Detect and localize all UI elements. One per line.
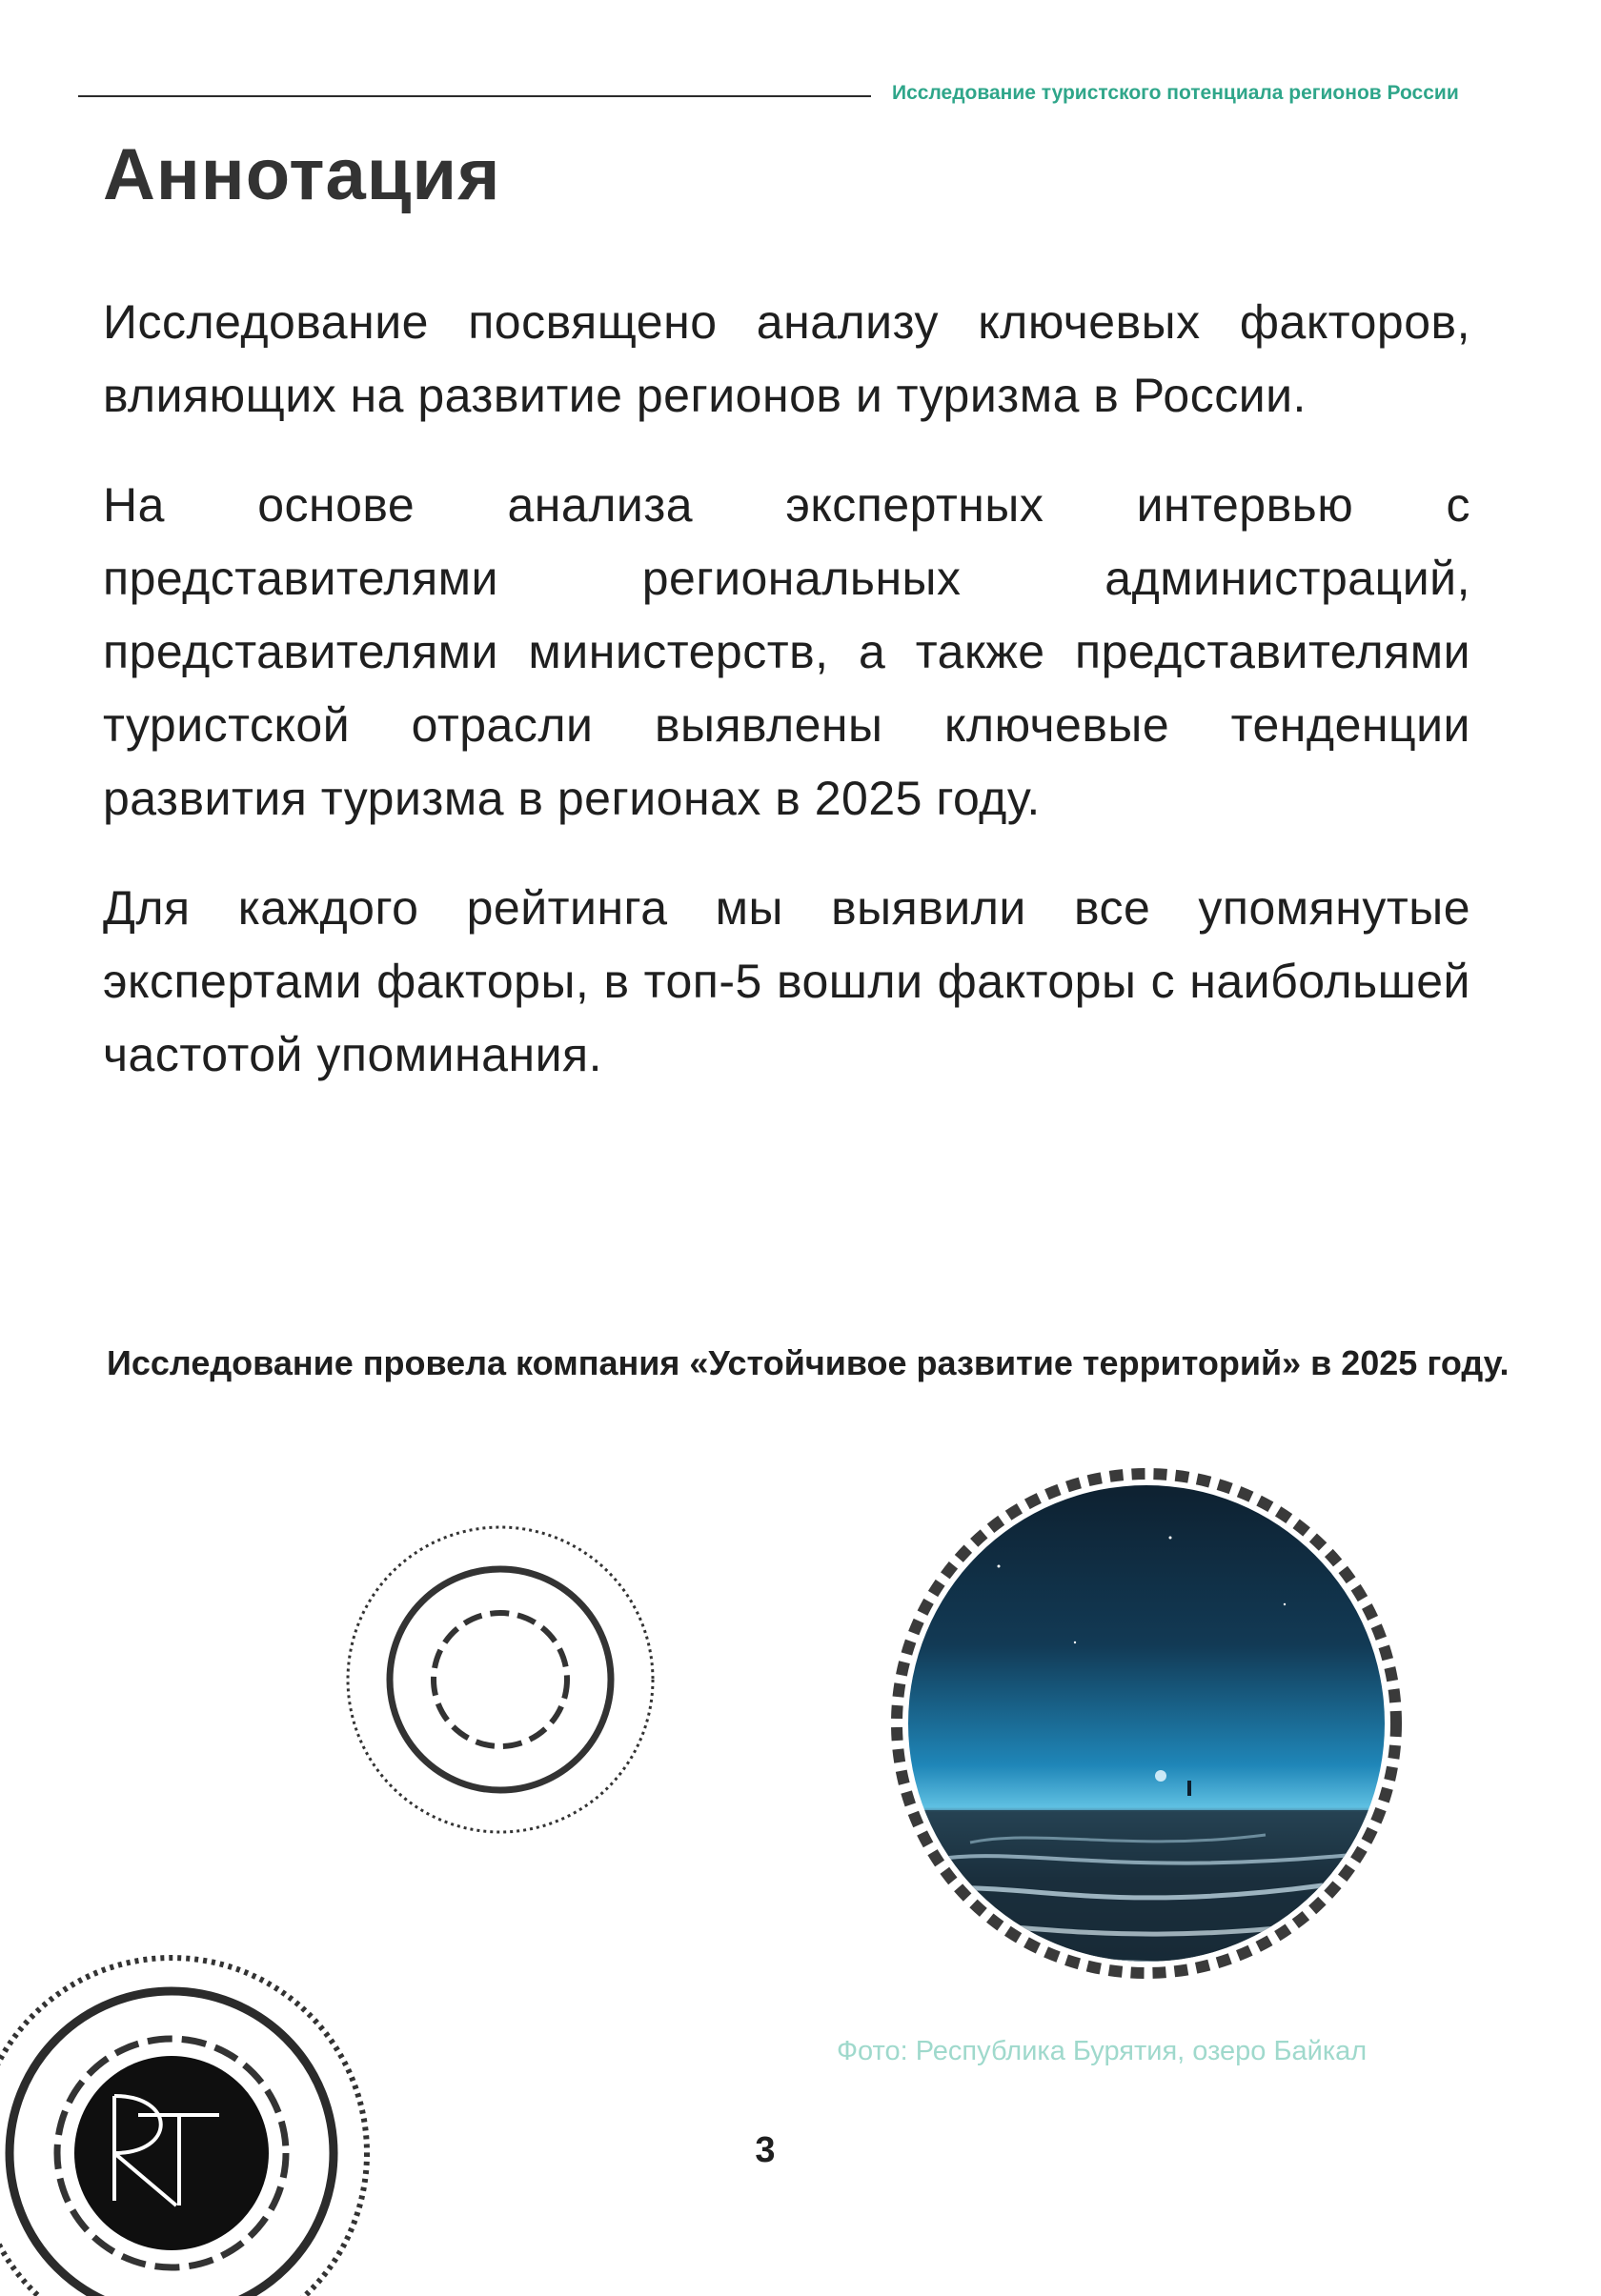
running-title: Исследование туристского потенциала регионов России (892, 82, 1459, 104)
decorative-rings (343, 1522, 658, 1837)
paragraph: На основе анализа экспертных интервью с представителями региональных администраций, представителями министерств, а также представителями туристской отрасли выявлены ключевые тенденции развития туризма в регионах в 2025 году. (103, 478, 1470, 825)
page-title: Аннотация (103, 134, 501, 215)
page-number: 3 (755, 2130, 776, 2170)
annotation-body (103, 286, 1470, 1128)
photo-caption: Фото: Республика Бурятия, озеро Байкал (837, 2036, 1368, 2066)
paragraph: Исследование посвящено анализу ключевых факторов, влияющих на развитие регионов и туризма в России. (103, 295, 1470, 422)
baikal-photo (884, 1461, 1408, 1985)
research-credit: Исследование провела компания «Устойчивое развитие территорий» в 2025 году. (107, 1343, 1510, 1382)
company-logo (0, 1915, 429, 2296)
paragraph: Для каждого рейтинга мы выявили все упомянутые экспертами факторы, в топ-5 вошли факторы с наибольшей частотой упоминания. (103, 881, 1470, 1081)
header-rule (78, 95, 871, 97)
